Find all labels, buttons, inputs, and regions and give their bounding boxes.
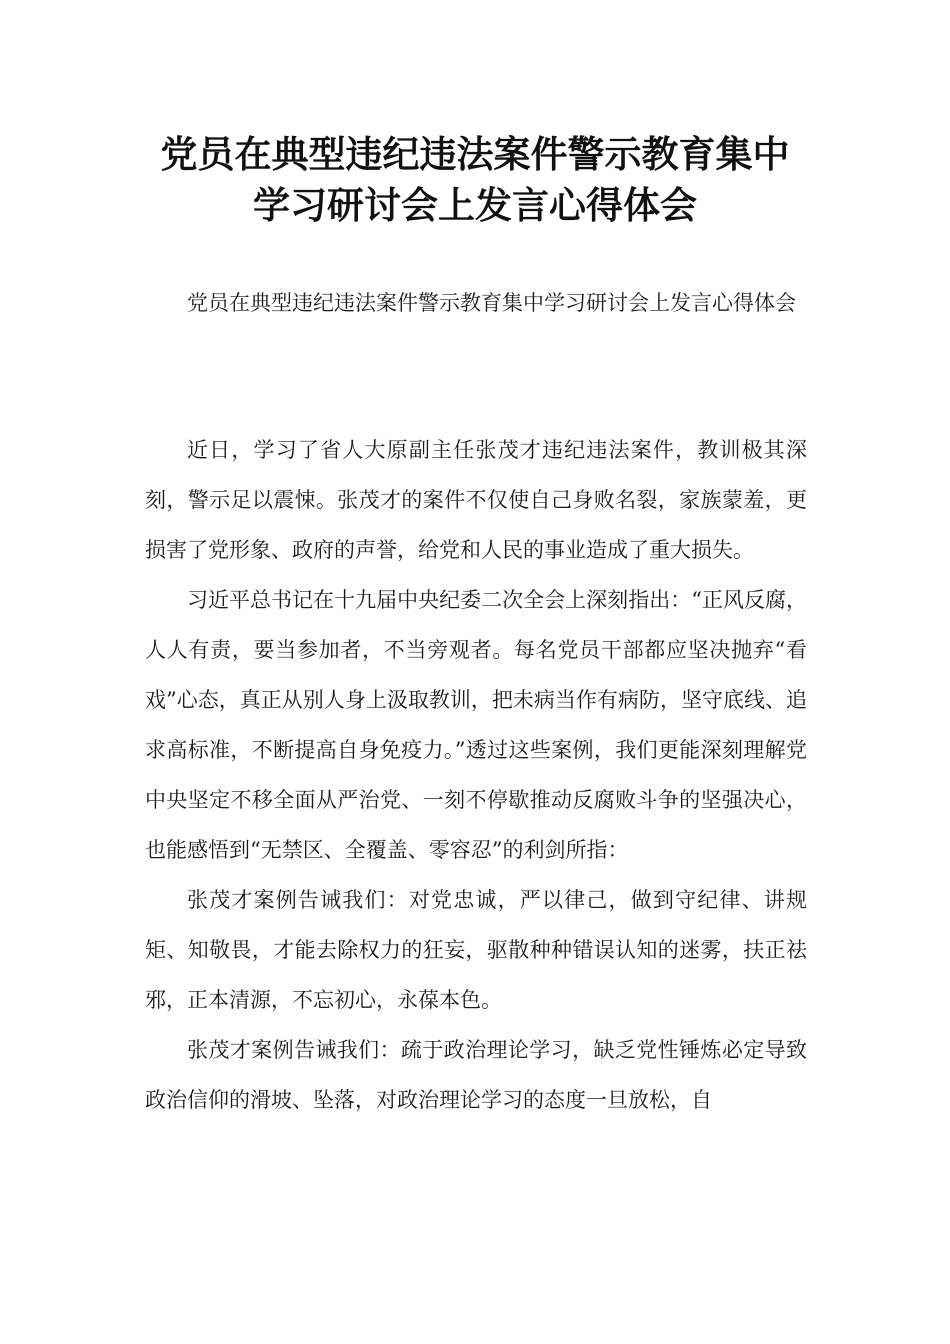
document-subtitle: 党员在典型违纪违法案件警示教育集中学习研讨会上发言心得体会	[187, 291, 796, 315]
document-title-line-1: 党员在典型违纪违法案件警示教育集中	[160, 133, 790, 176]
document-subtitle-block	[145, 278, 807, 328]
body-paragraph: 习近平总书记在十九届中央纪委二次全会上深刻指出：“正风反腐，人人有责，要当参加者，不当旁观者。每名党员干部都应坚决抛弃“看戏”心态，真正从别人身上汲取教训，把未病当作有病防，坚守底线、追求高标准，不断提高自身免疫力。”透过这些案例，我们更能深刻理解党中央坚定不移全面从严治党、一刻不停歇推动反腐败斗争的坚强决心，也能感悟到“无禁区、全覆盖、零容忍”的利剑所指：	[145, 588, 807, 862]
body-paragraph: 近日，学习了省人大原副主任张茂才违纪违法案件，教训极其深刻，警示足以震悚。张茂才的案件不仅使自己身败名裂，家族蒙羞，更损害了党形象、政府的声誉，给党和人民的事业造成了重大损失。	[145, 438, 807, 562]
body-paragraph: 张茂才案例告诫我们：对党忠诚，严以律己，做到守纪律、讲规矩、知敬畏，才能去除权力的狂妄，驱散种种错误认知的迷雾，扶正祛邪，正本清源，不忘初心，永葆本色。	[145, 888, 807, 1012]
document-body	[145, 425, 807, 1125]
document-title-line-2: 学习研讨会上发言心得体会	[253, 184, 697, 227]
body-paragraph: 张茂才案例告诫我们：疏于政治理论学习，缺乏党性锤炼必定导致政治信仰的滑坡、坠落，对政治理论学习的态度一旦放松，自	[145, 1038, 807, 1112]
